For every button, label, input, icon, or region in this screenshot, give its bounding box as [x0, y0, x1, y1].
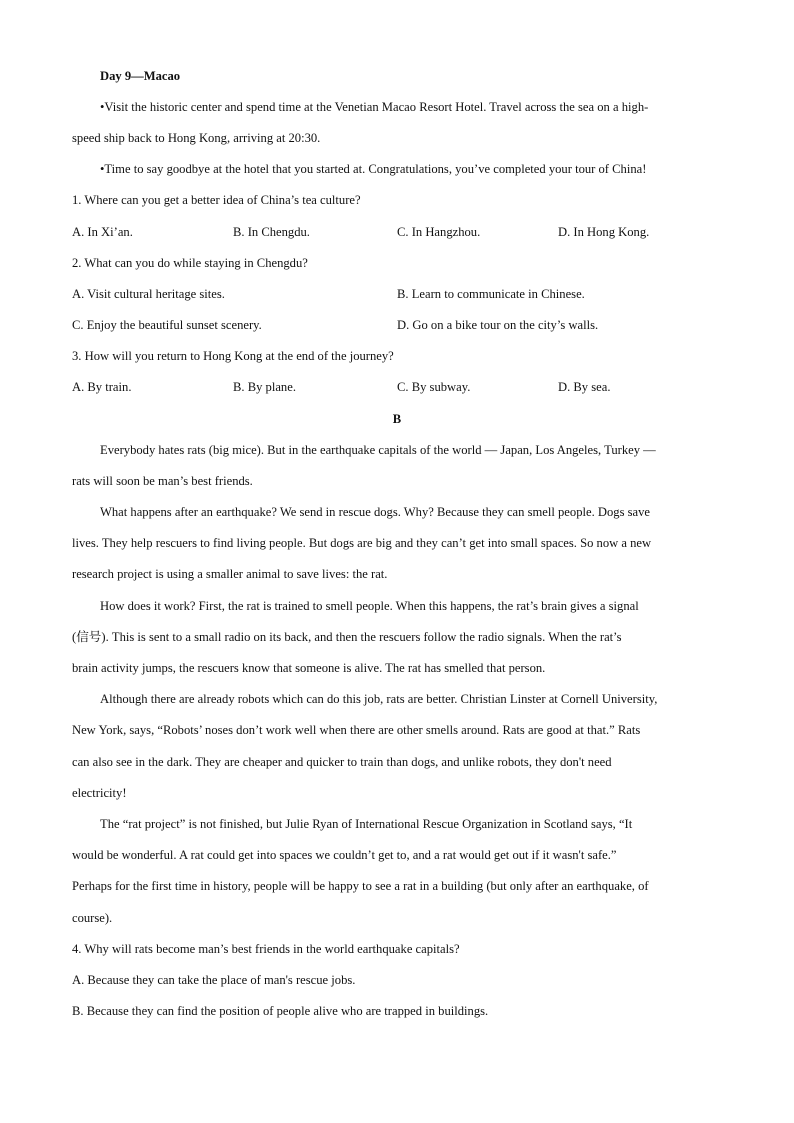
passage-p5-line-1: The “rat project” is not finished, but Julie Ryan of International Rescue Organization in Scotland says, “It	[100, 817, 633, 831]
passage-p3-line-3: brain activity jumps, the rescuers know that someone is alive. The rat has smelled that person.	[72, 661, 546, 675]
question-3: 3. How will you return to Hong Kong at the end of the journey?	[72, 349, 394, 363]
q3-option-d: D. By sea.	[558, 380, 611, 394]
q1-option-d: D. In Hong Kong.	[558, 225, 650, 239]
passage-p1-line-2: rats will soon be man’s best friends.	[72, 474, 253, 488]
q2-option-c: C. Enjoy the beautiful sunset scenery.	[72, 318, 262, 332]
question-2: 2. What can you do while staying in Chengdu?	[72, 256, 308, 270]
passage-p3-line-1: How does it work? First, the rat is trained to smell people. When this happens, the rat’s brain gives a signal	[100, 599, 639, 613]
itinerary-bullet-2: •Time to say goodbye at the hotel that you started at. Congratulations, you’ve completed your tour of China!	[100, 162, 647, 176]
passage-p5-line-2: would be wonderful. A rat could get into spaces we couldn’t get to, and a rat would get out if it wasn't safe.”	[72, 848, 617, 862]
passage-p5-line-3: Perhaps for the first time in history, people will be happy to see a rat in a building (but only after an earthquake, of	[72, 879, 649, 893]
q3-option-a: A. By train.	[72, 380, 132, 394]
q1-option-a: A. In Xi’an.	[72, 225, 133, 239]
q4-option-a: A. Because they can take the place of man's rescue jobs.	[72, 973, 356, 987]
passage-p3-line-2: (信号). This is sent to a small radio on its back, and then the rescuers follow the radio signals. When the rat’s	[72, 630, 622, 644]
q2-option-a: A. Visit cultural heritage sites.	[72, 287, 225, 301]
passage-p2-line-1: What happens after an earthquake? We send in rescue dogs. Why? Because they can smell people. Dogs save	[100, 505, 650, 519]
q3-option-b: B. By plane.	[233, 380, 296, 394]
q2-option-b: B. Learn to communicate in Chinese.	[397, 287, 585, 301]
q1-option-b: B. In Chengdu.	[233, 225, 310, 239]
section-b-title: B	[392, 412, 402, 426]
question-1: 1. Where can you get a better idea of China’s tea culture?	[72, 193, 361, 207]
itinerary-bullet-1-line-1: •Visit the historic center and spend time at the Venetian Macao Resort Hotel. Travel across the sea on a high-	[100, 100, 649, 114]
passage-p4-line-4: electricity!	[72, 786, 127, 800]
q3-option-c: C. By subway.	[397, 380, 471, 394]
q1-option-c: C. In Hangzhou.	[397, 225, 481, 239]
passage-p2-line-2: lives. They help rescuers to find living people. But dogs are big and they can’t get into small spaces. So now a new	[72, 536, 652, 550]
q2-option-d: D. Go on a bike tour on the city’s walls.	[397, 318, 599, 332]
question-4: 4. Why will rats become man’s best friends in the world earthquake capitals?	[72, 942, 460, 956]
passage-p2-line-3: research project is using a smaller animal to save lives: the rat.	[72, 567, 388, 581]
passage-p4-line-2: New York, says, “Robots’ noses don’t work well when there are other smells around. Rats are good at that.” Rats	[72, 723, 641, 737]
q4-option-b: B. Because they can find the position of people alive who are trapped in buildings.	[72, 1004, 489, 1018]
passage-p1-line-1: Everybody hates rats (big mice). But in the earthquake capitals of the world — Japan, Los Angeles, Turkey —	[100, 443, 656, 457]
passage-p5-line-4: course).	[72, 911, 113, 925]
day-heading: Day 9—Macao	[100, 69, 181, 83]
passage-p4-line-3: can also see in the dark. They are cheaper and quicker to train than dogs, and unlike robots, they don't need	[72, 755, 612, 769]
passage-p4-line-1: Although there are already robots which can do this job, rats are better. Christian Linster at Cornell University,	[100, 692, 658, 706]
itinerary-bullet-1-line-2: speed ship back to Hong Kong, arriving at 20:30.	[72, 131, 321, 145]
